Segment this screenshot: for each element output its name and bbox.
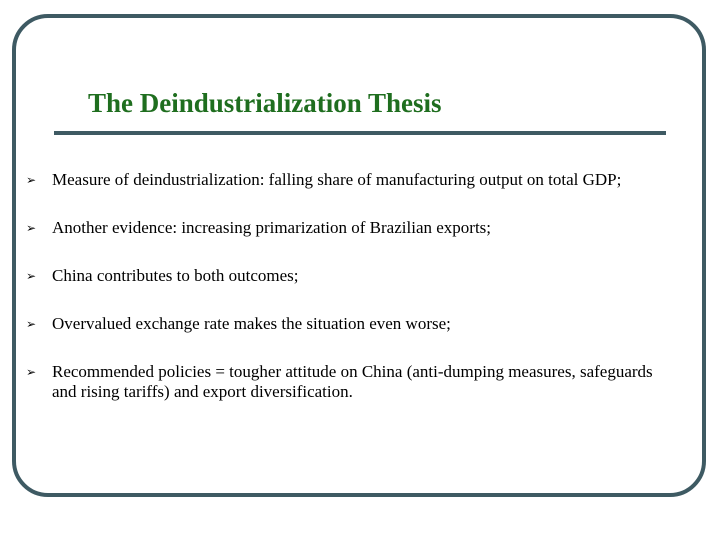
- bullet-list: [26, 170, 666, 430]
- bullet-text: Another evidence: increasing primarization of Brazilian exports;: [52, 218, 492, 237]
- bullet-text: China contributes to both outcomes;: [52, 266, 299, 285]
- arrow-bullet-icon: ➢: [26, 365, 37, 379]
- title-underline: [54, 131, 666, 135]
- bullet-item: [26, 218, 666, 238]
- bullet-text: Measure of deindustrialization: falling share of manufacturing output on total GDP;: [52, 170, 622, 189]
- slide-title: The Deindustrialization Thesis: [88, 88, 442, 118]
- arrow-bullet-icon: ➢: [26, 317, 37, 331]
- bullet-item: [26, 266, 666, 286]
- bullet-item: [26, 314, 666, 334]
- bullet-item: [26, 170, 666, 190]
- bullet-item: [26, 362, 666, 402]
- bullet-text: Recommended policies = tougher attitude on China (anti-dumping measures, safeguards and rising tariffs) and export diversification.: [52, 362, 653, 401]
- arrow-bullet-icon: ➢: [26, 269, 37, 283]
- bullet-text: Overvalued exchange rate makes the situation even worse;: [52, 314, 451, 333]
- arrow-bullet-icon: ➢: [26, 221, 37, 235]
- arrow-bullet-icon: ➢: [26, 173, 37, 187]
